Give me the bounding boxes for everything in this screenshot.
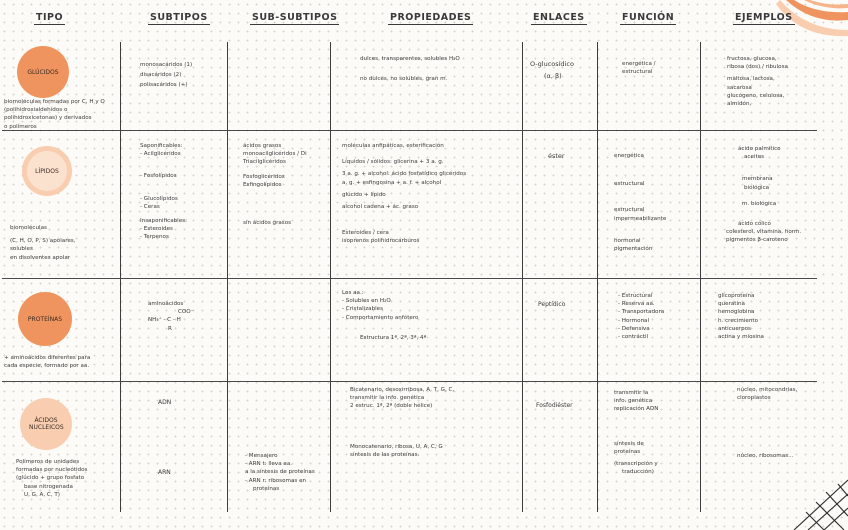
enlaces-cell: Fosfodiéster xyxy=(536,402,573,409)
tipo-description: + aminoácidos diferentes para cada especie, formado por aa. xyxy=(4,355,91,370)
corner-grid-decoration xyxy=(786,476,848,530)
tipo-circle-proteinas xyxy=(18,292,72,346)
header-propiedades: PROPIEDADES xyxy=(390,12,472,23)
subsubtipos-cell: ácidos grasos monoacilglicéridos / Di Triacilglicéridos Fosfoglicéridos Esfingolípidos sin ácidos grasos xyxy=(243,143,307,227)
enlaces-cell: Peptídico xyxy=(538,301,566,308)
tipo-description: biomoléculas formadas por C, H y O (polihidroxialdehídos o polihidroxicetonas) y derivados o polímeros xyxy=(4,99,105,130)
propiedades-cell: Bicatenario, desoxirribosa, A, T, G, C, transmitir la info. genética 2 estruc. 1ª, 2ª (doble hélice) Monocatenario, ribosa, U, A, C, G síntesis de las proteínas. xyxy=(350,387,455,458)
header-subsubtipos: SUB-SUBTIPOS xyxy=(252,12,338,23)
tipo-description: Polímeros de unidades formadas por nucleótidos (glúcido + grupo fosfato base nitrogenada U, G, A, C, T) xyxy=(16,459,88,498)
tipo-label: GLÚCIDOS xyxy=(27,68,59,76)
column-divider xyxy=(522,42,523,512)
subsubtipos-cell: - Mensajero - ARN t: lleva aa. a la síntesis de proteínas - ARN r: ribosomas en proteínas xyxy=(245,453,315,492)
propiedades-cell: Los aa.: - Solubles en H₂O - Cristalizables - Comportamiento anfótero Estructura 1ª, 2ª, 3ª, 4ª xyxy=(342,290,427,341)
header-subtipos: SUBTIPOS xyxy=(150,12,208,23)
ejemplos-cell: glicoproteína queratina hemoglobina h. crecimiento anticuerpos actina y miosina xyxy=(718,293,764,341)
header-tipo: TIPO xyxy=(36,12,64,23)
row-divider xyxy=(2,278,817,279)
enlaces-cell: éster xyxy=(548,152,565,160)
funcion-cell: energética estructural estructural impermeabilizante hormonal pigmentación xyxy=(614,153,667,253)
tipo-label: LÍPIDOS xyxy=(35,167,59,175)
subtipos-cell: aminoácidos COO⁻ NH₃⁺ - C - H R xyxy=(148,301,194,332)
propiedades-cell: dulces, transparentes, solubles H₂O no dulces, no solubles, gran m. xyxy=(360,56,460,83)
header-enlaces: ENLACES xyxy=(533,12,585,23)
tipo-circle-lipidos xyxy=(22,146,72,196)
header-funcion: FUNCIÓN xyxy=(622,12,675,23)
column-divider xyxy=(597,42,598,512)
header-ejemplos: EJEMPLOS xyxy=(735,12,793,23)
ejemplos-cell: ácido palmítico aceites membrana biológica m. biológica ácido cólico colesterol, vitamina, horm. pigmentos β-caroteno xyxy=(726,146,802,244)
tipo-description: biomoléculas (C, H, O, P, S) apolares, solubles en disolventes apolar xyxy=(10,225,76,261)
column-divider xyxy=(227,42,228,512)
tipo-circle-glucidos xyxy=(17,46,69,98)
tipo-label: ÁCIDOS NUCLEICOS xyxy=(29,417,64,431)
funcion-cell: transmitir la info. genética replicación ADN síntesis de proteínas (transcripción y traducción) xyxy=(614,390,659,476)
funcion-cell: energética / estructural xyxy=(622,61,656,76)
subtipos-cell: Saponificables: - Acilglicéridos - Fosfolípidos - Glucolípidos - Ceras Insaponificables: - Esteroides - Terpenos xyxy=(140,143,187,241)
column-divider xyxy=(700,42,701,512)
tipo-label: PROTEÍNAS xyxy=(27,315,63,323)
row-divider xyxy=(2,381,817,382)
tipo-circle-acidos-nucleicos xyxy=(20,398,72,450)
propiedades-cell: moléculas anfipáticas, esterificación Líquidos / sólidos: glicerina + 3 a. g. 3 a. g. + alcohol: ácido fosfatídico glicéridos a. g. + esfingosina + a. f. + alcohol glúcido + lípido alcohol cadena + ác. graso Esteroides / cera isoprenos polihidrocarburos xyxy=(342,143,467,245)
column-divider xyxy=(330,42,331,512)
ejemplos-cell: núcleo, mitocondrias, cloroplastos núcleo, ribosomas... xyxy=(737,387,798,460)
enlaces-cell: O-glucosídico (α, β) xyxy=(530,60,574,80)
funcion-cell: - Estructural - Reserva aa. - Transportadora - Hormonal - Defensiva - contráctil xyxy=(618,293,665,341)
ejemplos-cell: fructosa, glucosa, ribosa (dos) / ribulosa maltosa, lactosa, sacarosa glucógeno, celulosa, almidón, xyxy=(727,56,788,108)
column-divider xyxy=(120,42,121,512)
subtipos-cell: ADN ARN xyxy=(158,399,172,477)
row-divider xyxy=(2,130,817,131)
subtipos-cell: monosacáridos (1) disacáridos (2) polisacáridos (+) xyxy=(140,62,193,88)
